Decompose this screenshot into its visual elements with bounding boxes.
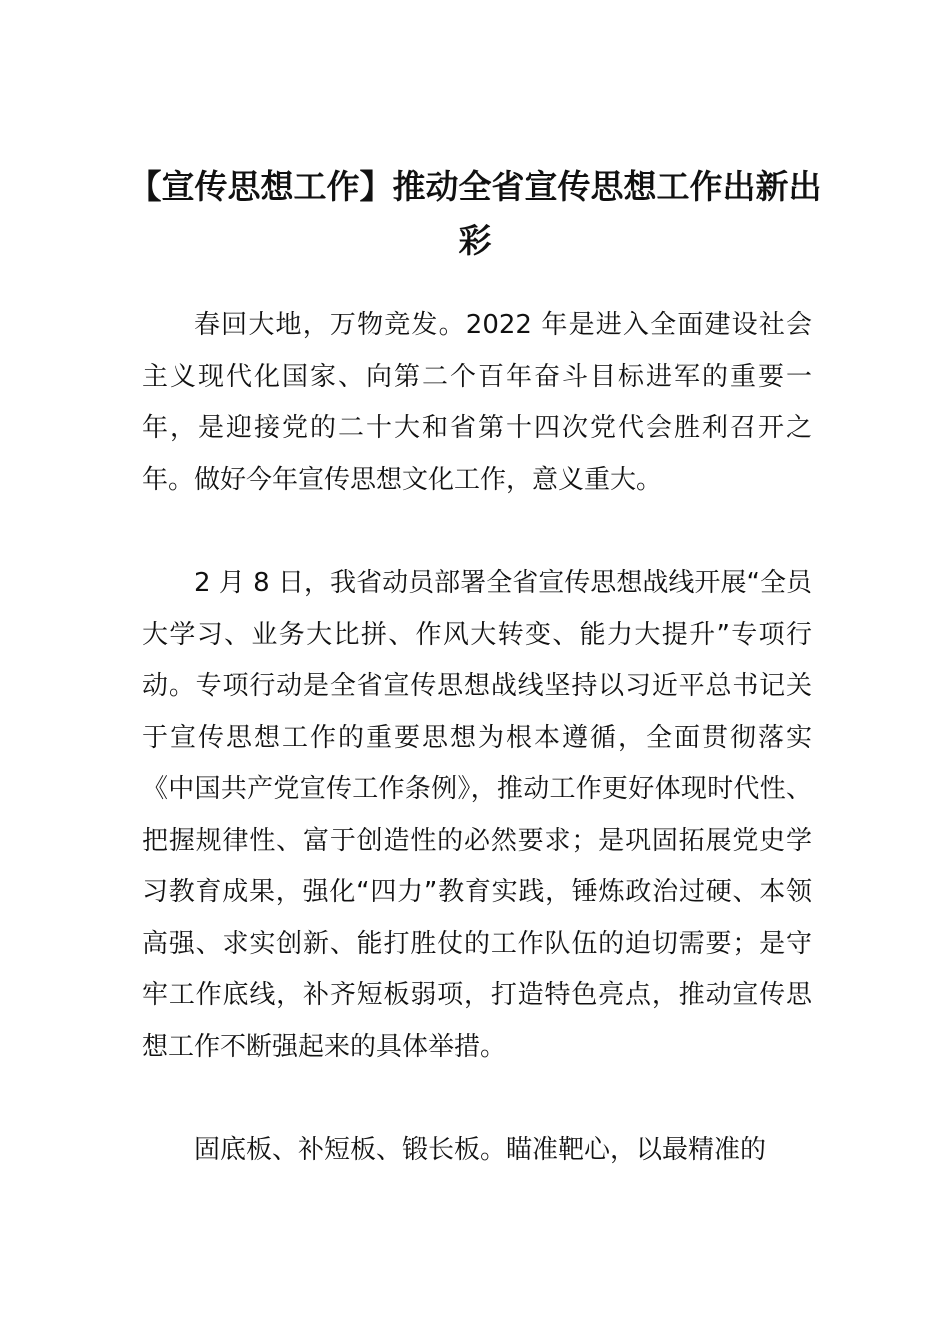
- paragraph-2: 2 月 8 日，我省动员部署全省宣传思想战线开展“全员大学习、业务大比拼、作风大转变、能力大提升”专项行动。专项行动是全省宣传思想战线坚持以习近平总书记关于宣传思想工作的重要思想为根本遵循，全面贯彻落实《中国共产党宣传工作条例》，推动工作更好体现时代性、把握规律性、富于创造性的必然要求；是巩固拓展党史学习教育成果，强化“四力”教育实践，锤炼政治过硬、本领高强、求实创新、能打胜仗的工作队伍的迫切需要；是守牢工作底线，补齐短板弱项，打造特色亮点，推动宣传思想工作不断强起来的具体举措。: [142, 568, 812, 1062]
- paragraph-3: 固底板、补短板、锻长板。瞄准靶心，以最精准的: [194, 1135, 767, 1165]
- document-title: 【宣传思想工作】推动全省宣传思想工作出新出彩: [128, 167, 822, 260]
- paragraph-1: 春回大地，万物竞发。2022 年是进入全面建设社会主义现代化国家、向第二个百年奋斗目标进军的重要一年，是迎接党的二十大和省第十四次党代会胜利召开之年。做好今年宣传思想文化工作，意义重大。: [142, 310, 812, 495]
- document-body: [142, 300, 812, 1229]
